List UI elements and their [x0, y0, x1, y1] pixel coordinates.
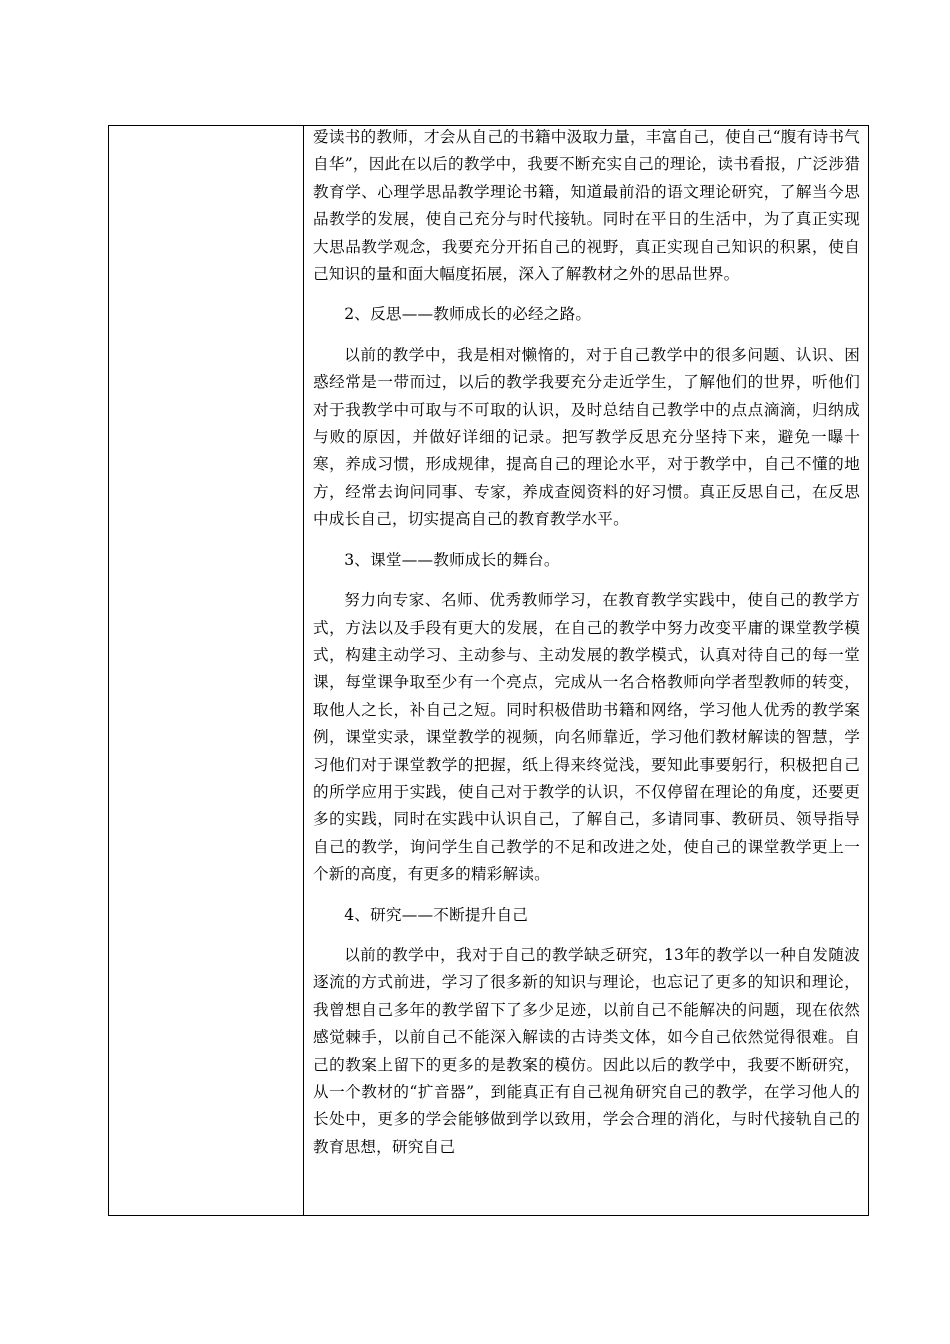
paragraph-research: 以前的教学中，我对于自己的教学缺乏研究，13年的教学以一种自发随波逐流的方式前进，学习了很多新的知识与理论，也忘记了更多的知识和理论，我曾想自己多年的教学留下了多少足迹，以前自己不能解决的问题，现在依然感觉棘手，以前自己不能深入解读的古诗类文体，如今自己依然觉得很难。自己的教案上留下的更多的是教案的模仿。因此以后的教学中，我要不断研究，从一个教材的“扩音器”，到能真正有自己视角研究自己的教学，在学习他人的长处中，更多的学会能够做到学以致用，学会合理的消化，与时代接轨自己的教育思想，研究自己 [313, 945, 860, 1156]
paragraph-reading: 爱读书的教师，才会从自己的书籍中汲取力量，丰富自己，使自己“腹有诗书气自华”，因此在以后的教学中，我要不断充实自己的理论，读书看报，广泛涉猎教育学、心理学思品教学理论书籍，知道最前沿的语文理论研究，了解当今思品教学的发展，使自己充分与时代接轨。同时在平日的生活中，为了真正实现大思品教学观念，我要充分开拓自己的视野，真正实现自己知识的积累，使自己知识的量和面大幅度拓展，深入了解教材之外的思品世界。 [313, 128, 860, 284]
table-left-cell [109, 126, 304, 1215]
table-right-cell [304, 126, 868, 1215]
heading-classroom: 3、课堂——教师成长的舞台。 [344, 550, 560, 569]
heading-reflection: 2、反思——教师成长的必经之路。 [344, 305, 592, 324]
document-table [108, 125, 869, 1216]
heading-research: 4、研究——不断提升自己 [344, 905, 529, 924]
paragraph-classroom: 努力向专家、名师、优秀教师学习，在教育教学实践中，使自己的教学方式，方法以及手段有更大的发展，在自己的教学中努力改变平庸的课堂教学模式，构建主动学习、主动参与、主动发展的教学模式，认真对待自己的每一堂课，每堂课争取至少有一个亮点，完成从一名合格教师向学者型教师的转变，取他人之长，补自己之短。同时积极借助书籍和网络，学习他人优秀的教学案例，课堂实录，课堂教学的视频，向名师靠近，学习他们教材解读的智慧，学习他们对于课堂教学的把握，纸上得来终觉浅，要知此事要躬行，积极把自己的所学应用于实践，使自己对于教学的认识，不仅停留在理论的角度，还要更多的实践，同时在实践中认识自己，了解自己，多请同事、教研员、领导指导自己的教学，询问学生自己教学的不足和改进之处，使自己的课堂教学更上一个新的高度，有更多的精彩解读。 [313, 591, 860, 884]
paragraph-reflection: 以前的教学中，我是相对懒惰的，对于自己教学中的很多问题、认识、困惑经常是一带而过，以后的教学我要充分走近学生，了解他们的世界，听他们对于我教学中可取与不可取的认识，及时总结自己教学中的点点滴滴，归纳成与败的原因，并做好详细的记录。把写教学反思充分坚持下来，避免一曝十寒，养成习惯，形成规律，提高自己的理论水平，对于教学中，自己不懂的地方，经常去询问同事、专家，养成查阅资料的好习惯。真正反思自己，在反思中成长自己，切实提高自己的教育教学水平。 [313, 345, 860, 529]
